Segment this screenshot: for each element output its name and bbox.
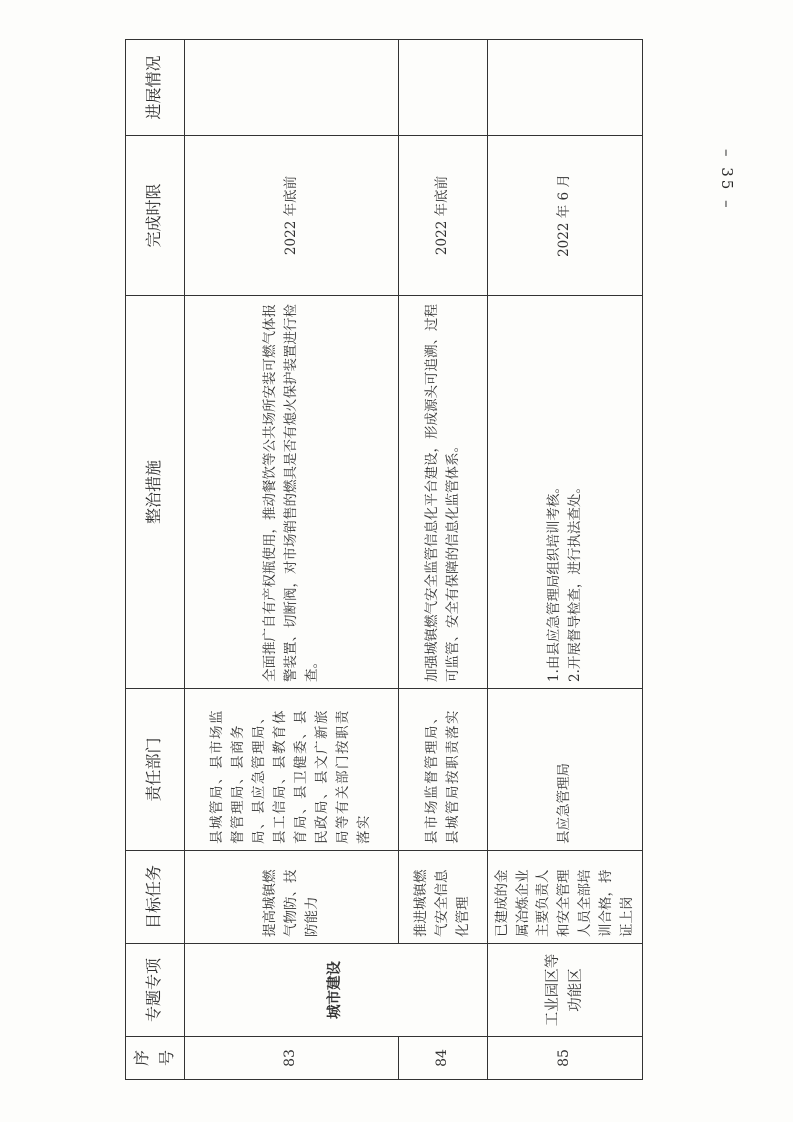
deadline-cell: 2022 年 6 月 bbox=[487, 136, 642, 296]
measures-cell: 加强城镇燃气安全监管信息化平台建设，形成源头可追溯、过程可监管、安全有保障的信息化监管体系。 bbox=[398, 296, 487, 689]
progress-cell bbox=[184, 40, 398, 136]
header-department: 责任部门 bbox=[126, 689, 185, 851]
target-cell: 已建成的金属冶炼企业主要负责人和安全管理人员全部培训合格，持证上岗 bbox=[487, 851, 642, 944]
measures-line: 1.由县应急管理局组织培训考核。 bbox=[545, 480, 562, 682]
progress-cell bbox=[398, 40, 487, 136]
page-number: – 35 – bbox=[718, 149, 736, 211]
topic-cell: 工业园区等功能区 bbox=[487, 944, 642, 1037]
deadline-cell: 2022 年底前 bbox=[398, 136, 487, 296]
table-row bbox=[184, 40, 398, 1080]
table-row bbox=[487, 40, 642, 1080]
progress-cell bbox=[487, 40, 642, 136]
department-cell: 县城管局、县市场监督管理局、县商务局、县应急管理局、县工信局、县教育体育局、县卫健委、县民政局、县文广新旅局等有关部门按职责落实 bbox=[184, 689, 398, 851]
rectification-table-frame bbox=[125, 40, 636, 1080]
target-cell: 提高城镇燃气物防、技防能力 bbox=[184, 851, 398, 944]
serial-cell: 84 bbox=[398, 1037, 487, 1080]
measures-cell: 全面推广自有产权瓶使用，推动餐饮等公共场所安装可燃气体报警装置、切断阀，对市场销售的燃具是否有熄火保护装置进行检查。 bbox=[184, 296, 398, 689]
topic-cell: 城市建设 bbox=[184, 944, 487, 1037]
serial-cell: 83 bbox=[184, 1037, 398, 1080]
header-target: 目标任务 bbox=[126, 851, 185, 944]
header-deadline: 完成时限 bbox=[126, 136, 185, 296]
department-cell: 县市场监督管理局、县城管局按职责落实 bbox=[398, 689, 487, 851]
header-measures: 整治措施 bbox=[126, 296, 185, 689]
table-row bbox=[398, 40, 487, 1080]
header-topic: 专题专项 bbox=[126, 944, 185, 1037]
rectification-table bbox=[125, 39, 643, 1080]
header-progress: 进展情况 bbox=[126, 40, 185, 136]
measures-line: 2.开展督导检查，进行执法查处。 bbox=[566, 480, 583, 682]
department-cell: 县应急管理局 bbox=[487, 689, 642, 851]
deadline-cell: 2022 年底前 bbox=[184, 136, 398, 296]
header-serial: 序号 bbox=[126, 1037, 185, 1080]
target-cell: 推进城镇燃气安全信息化管理 bbox=[398, 851, 487, 944]
header-row bbox=[126, 40, 185, 1080]
measures-cell bbox=[487, 296, 642, 689]
serial-cell: 85 bbox=[487, 1037, 642, 1080]
